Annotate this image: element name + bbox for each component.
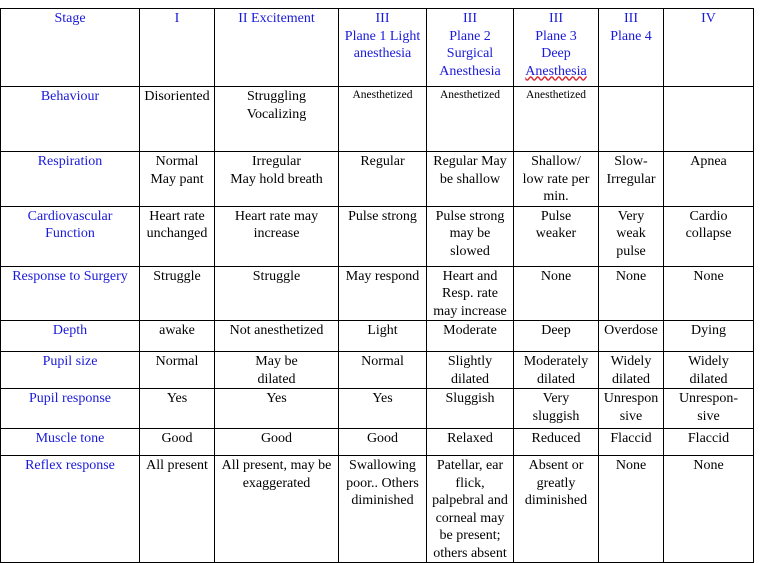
cell — [599, 87, 664, 152]
cell — [599, 429, 664, 456]
cell — [599, 352, 664, 389]
cell-text: Swallowing — [349, 458, 416, 473]
header-text: Plane 2 — [449, 28, 491, 44]
cell-text: sive — [697, 408, 720, 424]
row-response-to-surgery — [1, 266, 754, 321]
cell — [339, 352, 427, 389]
cell — [215, 266, 339, 321]
cell — [427, 206, 514, 266]
cell-text: Good — [366, 431, 399, 446]
row-label — [1, 352, 140, 389]
header-stage-1 — [140, 9, 215, 87]
cell — [514, 152, 599, 207]
cell — [339, 321, 427, 352]
cell-text: exaggerated — [242, 475, 311, 491]
cell — [140, 352, 215, 389]
row-depth — [1, 321, 754, 352]
cell — [140, 429, 215, 456]
cell-text: poor.. Others — [346, 475, 419, 491]
cell-text: Overdose — [604, 323, 658, 338]
cell — [427, 429, 514, 456]
cell-text: Unrespon- — [678, 391, 739, 406]
cell-text: Cardio — [689, 208, 728, 224]
cell — [599, 152, 664, 207]
row-label — [1, 456, 140, 563]
cell — [599, 389, 664, 429]
cell-text: be shallow — [439, 171, 501, 187]
header-text: III — [624, 11, 638, 26]
cell — [664, 456, 754, 563]
cell-text: None — [693, 458, 724, 473]
cell-text: dilated — [536, 371, 576, 387]
cell-text: Reduced — [531, 431, 581, 446]
row-respiration — [1, 152, 754, 207]
cell-text: Very — [542, 391, 570, 406]
cell — [215, 321, 339, 352]
cell — [514, 266, 599, 321]
cell — [215, 87, 339, 152]
row-behaviour — [1, 87, 754, 152]
cell-text: Heart and — [442, 268, 498, 284]
cell-text: Regular — [360, 154, 405, 169]
cell-text: Struggle — [252, 268, 301, 284]
cell — [427, 152, 514, 207]
cell-text: Widely — [688, 354, 729, 369]
cell — [140, 206, 215, 266]
cell-text: Pulse — [540, 208, 572, 224]
header-row — [1, 9, 754, 87]
cell — [215, 206, 339, 266]
cell-text: corneal may — [435, 510, 505, 526]
cell — [427, 87, 514, 152]
cell-text: Anesthetized — [352, 89, 413, 101]
cell — [427, 321, 514, 352]
cell-text: None — [615, 268, 647, 284]
cell-text: May pant — [150, 171, 204, 187]
row-label — [1, 389, 140, 429]
cell-text: dilated — [689, 371, 728, 387]
cell-text: weaker — [535, 226, 577, 241]
cell-text: increase — [253, 226, 300, 241]
row-label-text: Pupil size — [42, 354, 98, 369]
header-stage-4-text: IV — [701, 11, 716, 26]
header-stage-2 — [215, 9, 339, 87]
cell-text: May respond — [345, 268, 420, 284]
cell-text: diminished — [524, 493, 588, 508]
header-stage-text: Stage — [54, 11, 86, 26]
cell — [599, 206, 664, 266]
row-label — [1, 321, 140, 352]
cell-text: Normal — [155, 154, 199, 169]
cell — [599, 456, 664, 563]
cell-text: Moderately — [523, 354, 589, 369]
cell-text: None — [540, 268, 572, 284]
cell-text: unchanged — [146, 226, 208, 241]
cell — [664, 87, 754, 152]
cell — [514, 429, 599, 456]
cell-text: Relaxed — [447, 431, 493, 446]
cell — [215, 456, 339, 563]
cell — [215, 429, 339, 456]
cell-text: Heart rate — [149, 208, 205, 224]
cell-text: may be — [449, 226, 491, 241]
header-text: Plane 1 Light — [344, 28, 421, 44]
cell-text: Unrespon — [603, 391, 659, 406]
cell — [339, 429, 427, 456]
cell-text: Anesthetized — [439, 89, 501, 101]
row-label-text: Behaviour — [40, 89, 100, 104]
cell-text: sive — [619, 408, 643, 424]
row-label-text: Respiration — [37, 154, 103, 169]
cell-text: Yes — [372, 391, 393, 406]
cell-text: Sluggish — [445, 391, 495, 406]
row-label-text: Depth — [52, 323, 88, 338]
header-text: Plane 3 — [535, 28, 577, 44]
cell — [140, 389, 215, 429]
cell — [514, 87, 599, 152]
cell-text: dilated — [611, 371, 651, 387]
cell — [664, 152, 754, 207]
header-stage — [1, 9, 140, 87]
cell-text: min. — [543, 189, 569, 204]
cell-text: may increase — [433, 303, 507, 319]
cell — [514, 206, 599, 266]
cell-text: dilated — [257, 371, 296, 387]
cell — [514, 352, 599, 389]
row-label-text: Response to Surgery — [12, 268, 128, 284]
cell-text: Dying — [691, 323, 726, 338]
row-label — [1, 266, 140, 321]
cell-text: Struggling — [246, 89, 307, 104]
cell-text: Good — [161, 431, 193, 446]
cell — [339, 152, 427, 207]
cell-text: May be — [255, 354, 298, 369]
cell-text: Normal — [155, 354, 199, 369]
header-text: III — [463, 11, 477, 26]
cell-text: palpebral and — [432, 493, 508, 508]
cell-text: Apnea — [690, 154, 727, 169]
row-label-text: Reflex response — [25, 458, 115, 473]
cell-text: Slow- — [614, 154, 648, 169]
cell — [664, 206, 754, 266]
cell-text: Absent or — [528, 458, 584, 473]
header-text: Deep — [541, 46, 571, 61]
cell-text: Yes — [166, 391, 188, 406]
header-text: III — [375, 11, 390, 26]
cell-text: be present; — [439, 528, 501, 543]
row-label-text: Pupil response — [28, 391, 112, 406]
cell-text: Slightly — [447, 354, 493, 369]
cell-text: Flaccid — [610, 431, 652, 446]
cell-text: Light — [367, 323, 398, 338]
cell — [599, 321, 664, 352]
header-stage-3-plane-2 — [427, 9, 514, 87]
row-label — [1, 206, 140, 266]
cell — [339, 87, 427, 152]
cell-text: Pulse strong — [435, 208, 505, 224]
header-stage-4 — [664, 9, 754, 87]
cell — [514, 321, 599, 352]
cell-text: Vocalizing — [246, 106, 307, 122]
cell-text: None — [693, 268, 724, 284]
cell — [339, 266, 427, 321]
cell-text: May hold breath — [230, 171, 323, 187]
row-label — [1, 152, 140, 207]
header-text: Plane 4 — [610, 28, 652, 44]
cell-text: Disoriented — [144, 89, 210, 104]
header-stage-3-plane-3 — [514, 9, 599, 87]
header-text: anesthesia — [353, 46, 412, 61]
cell — [664, 266, 754, 321]
row-label — [1, 429, 140, 456]
cell-text: Widely — [610, 354, 652, 369]
row-label — [1, 87, 140, 152]
cell-text: diminished — [351, 493, 414, 508]
cell-text: Not anesthetized — [229, 323, 324, 338]
row-pupil-size — [1, 352, 754, 389]
cell — [427, 389, 514, 429]
cell-text: flick, — [455, 475, 485, 491]
cell-text: Anesthetized — [525, 89, 587, 101]
cell-text: All present — [146, 458, 208, 473]
cell-text: sluggish — [532, 408, 580, 424]
cell — [514, 389, 599, 429]
cell-text: awake — [159, 323, 195, 338]
cell — [215, 352, 339, 389]
cell-text: Patellar, ear — [436, 458, 504, 473]
cell — [339, 456, 427, 563]
header-text: III — [549, 11, 563, 26]
row-label-text: Muscle tone — [35, 431, 105, 446]
cell — [140, 456, 215, 563]
cell — [140, 266, 215, 321]
cell-text: weak — [616, 226, 646, 241]
cell-text: Irregular — [252, 154, 301, 169]
cell — [599, 266, 664, 321]
header-stage-2-text: II Excitement — [238, 11, 315, 26]
header-stage-3-plane-1 — [339, 9, 427, 87]
cell-text: Flaccid — [687, 431, 730, 446]
header-text: Surgical — [446, 46, 494, 61]
cell-text: Resp. rate — [442, 286, 498, 301]
cell — [339, 389, 427, 429]
cell — [215, 389, 339, 429]
anesthesia-stages-table — [0, 8, 754, 563]
cell-text: greatly — [536, 475, 576, 491]
cell-text: Shallow/ — [531, 154, 581, 169]
cell — [427, 266, 514, 321]
cell-text: All present, may be — [221, 458, 332, 473]
cell-text: collapse — [685, 226, 732, 241]
cell-text: low rate per — [522, 171, 590, 187]
cell — [140, 321, 215, 352]
cell — [664, 321, 754, 352]
cell — [664, 352, 754, 389]
cell — [427, 352, 514, 389]
cell-text: Yes — [266, 391, 287, 406]
cell — [664, 389, 754, 429]
cell-text: Deep — [541, 323, 571, 338]
cell — [140, 152, 215, 207]
cell-text: others absent — [433, 545, 507, 561]
row-label-text: Function — [45, 226, 95, 241]
cell — [514, 456, 599, 563]
cell-text: None — [615, 458, 647, 473]
row-label-text: Cardiovascular — [27, 208, 113, 224]
cell-text: Struggle — [153, 268, 201, 284]
cell-text: Good — [260, 431, 293, 446]
row-muscle-tone — [1, 429, 754, 456]
header-text: Anesthesia — [439, 63, 501, 79]
cell — [215, 152, 339, 207]
cell-text: pulse — [616, 243, 646, 259]
row-cardiovascular — [1, 206, 754, 266]
cell-text: Irregular — [606, 171, 656, 187]
cell-text: dilated — [450, 371, 490, 387]
cell-text: Normal — [361, 354, 404, 369]
header-stage-3-plane-4 — [599, 9, 664, 87]
cell-text: Heart rate may — [234, 208, 319, 224]
cell-text: Regular May — [433, 154, 507, 169]
cell — [140, 87, 215, 152]
cell — [339, 206, 427, 266]
cell-text: Moderate — [443, 323, 497, 338]
header-stage-1-text: I — [174, 11, 180, 26]
cell — [664, 429, 754, 456]
cell-text: slowed — [450, 243, 490, 259]
cell-text: Pulse strong — [348, 208, 417, 224]
header-text-spellcheck: Anesthesia — [525, 63, 587, 79]
row-reflex-response — [1, 456, 754, 563]
row-pupil-response — [1, 389, 754, 429]
cell-text: Very — [617, 208, 645, 224]
cell — [427, 456, 514, 563]
